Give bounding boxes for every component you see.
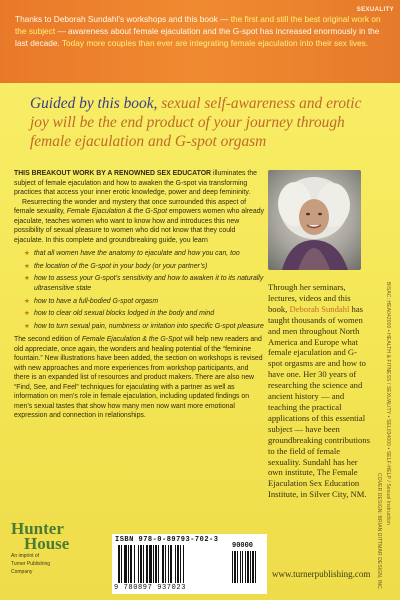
publisher-website: www.turnerpublishing.com [272, 569, 371, 579]
imprint-line: An imprint of [11, 553, 40, 559]
benefit-item: ★ how to clear old sexual blocks lodged in the body and mind [24, 309, 265, 319]
description-paragraph [14, 169, 265, 198]
cover-design-credit: COVER DESIGN: BRIAN DITTMAR DESIGN, INC. [376, 473, 382, 591]
description-text: Resurrecting the wonder and mystery that once surrounded this aspect of female sexuality, [14, 198, 247, 215]
description-text: empowers women who already ejaculate, teaches women who want to know how and introduces this new possibility of sexual pleasure to women who did not know that they could ejaculate. In this complete and groundbreaking guide, you learn [14, 208, 264, 244]
isbn-barcode [112, 534, 267, 594]
banner-text [15, 13, 385, 49]
author-portrait-icon [268, 170, 361, 270]
benefit-item: ★ how to have a full-bodied G-spot orgasm [24, 297, 265, 307]
author-photo [268, 170, 361, 270]
logo-word-1: Hunter [11, 519, 64, 538]
benefit-list [14, 249, 265, 331]
description-column [14, 169, 265, 421]
tagline-accent: sexual self-awareness and erotic joy will be the end product of your journey through female ejaculation and G-spot orgasm [30, 95, 362, 150]
imprint-line: Company [11, 569, 33, 575]
banner-highlight: the first and still the best original work on the subject [15, 14, 381, 36]
author-bio [268, 282, 371, 500]
category-label: SEXUALITY [356, 7, 394, 13]
description-paragraph [14, 198, 265, 246]
book-title-inline: Female Ejaculation & the G-Spot [81, 336, 183, 344]
benefit-item: ★ that all women have the anatomy to ejaculate and how you can, too [24, 249, 265, 259]
imprint-line: Turner Publishing [11, 561, 51, 567]
benefit-item: ★ the location of the G-spot in your body (or your partner’s) [24, 262, 265, 272]
benefit-item: ★ how to turn sexual pain, numbness or irritation into specific G-spot pleasure [24, 322, 265, 332]
isbn-number: ISBN 978-0-89793-702-3 [115, 536, 219, 544]
ean-digits: 9 780897 937023 [114, 584, 187, 592]
publisher-logo [11, 521, 69, 575]
bio-text: Through her seminars, lectures, videos and this book, [268, 282, 351, 314]
top-banner [0, 0, 400, 83]
benefit-item: ★ how to assess your G-spot’s sensitivity and how to awaken it to its naturally ultrasensitive state [24, 274, 265, 293]
price-code: 90000 [232, 542, 254, 550]
description-paragraph [14, 335, 265, 421]
bio-text: has taught thousands of women and men throughout North America and Europe what female ejaculation and G-spot orgasms are and how to have one. Her 30 years of researching the science and ancient history — and teaching the practical applications of this essential subject — have been groundbreaking contributions to the field of female sexuality. Sundahl has her own institute, The Female Ejaculation Sex Education Institute, in Silver City, NM. [268, 303, 370, 500]
book-title-inline: Female Ejaculation & the G-Spot [66, 208, 168, 215]
description-text: The second edition of [14, 336, 82, 344]
banner-text-part: — awareness about female ejaculation and the G-spot has increased enormously in the last decade. [15, 26, 380, 48]
tagline-lead: Guided by this book, [30, 95, 162, 112]
bisac-codes: BISAC: HEA042000 • HEALTH & FITNESS / SEXUALITY • SEL034000 • SELF-HELP / Sexual Instruction [385, 282, 391, 525]
vertical-metadata [376, 282, 395, 591]
tagline [30, 94, 380, 151]
description-text: illuminates the subject of female ejaculation and how to awaken the G-spot via transforming practices that access your inner erotic knowledge, power and deep femininity. [14, 170, 257, 196]
logo-word-2: House [24, 534, 70, 553]
banner-text-part: Thanks to Deborah Sundahl’s workshops and this book — [15, 14, 231, 24]
description-lead: THIS BREAKOUT WORK BY A RENOWNED SEX EDUCATOR [14, 170, 212, 177]
author-name: Deborah Sundahl [289, 303, 350, 314]
banner-highlight: Today more couples than ever are integrating female ejaculation into their sex lives. [61, 38, 369, 48]
description-text: will help new readers and old appreciate, once again, the wonders and healing potential of the “feminine fountain.” New illustrations have been added, the section on workshops is revised with new approaches and more experiences from workshop participants, and there is an expanded list of resources and product makers. There are also new “Find, See, and Feel” techniques for ejaculating with a partner as well as information on men’s role in female ejaculation, including updated findings on men’s sexual tastes that show how many men now want more emotional expression and connection in relationships. [14, 336, 263, 420]
